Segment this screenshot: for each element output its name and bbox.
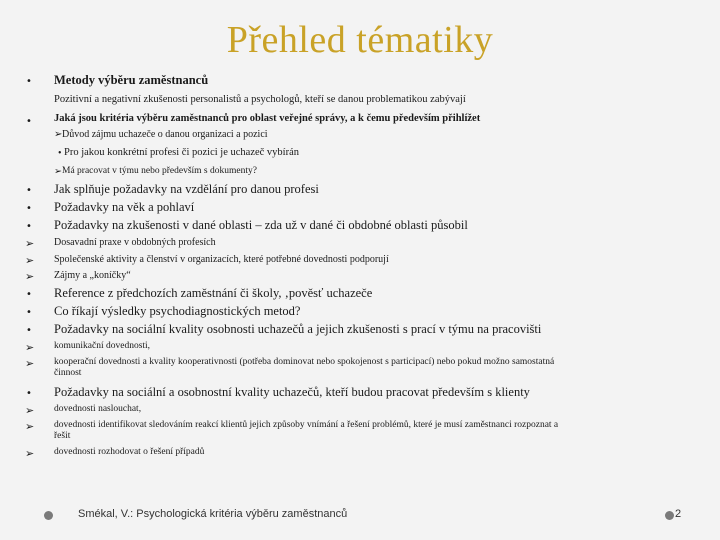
slide-footer (0, 506, 720, 526)
line-text: dovednosti identifikovat sledováním reakcí klientů jejich způsoby vnímání a řešení problémů, které je musí zaměstnanci rozpoznat a (54, 420, 559, 430)
line-text: Požadavky na sociální kvality osobnosti uchazečů a jejich zkušenosti s prací v týmu na pracovišti (54, 322, 542, 336)
line-text: dovednosti naslouchat, (54, 404, 142, 414)
page-number: 2 (675, 508, 682, 520)
arrow-bullet-icon: ➢ (25, 237, 35, 250)
bullet-icon: • (26, 203, 32, 214)
line-text: Co říkají výsledky psychodiagnostických metod? (54, 304, 301, 318)
line-text: Společenské aktivity a členství v organizacích, které potřebné dovednosti podporují (54, 254, 389, 265)
line-text: Požadavky na zkušenosti v dané oblasti – zda už v dané či obdobné oblasti působil (54, 218, 468, 232)
line-text: kooperační dovednosti a kvality kooperativnosti (potřeba dominovat nebo spokojenost s participací) nebo pokud možno samostatná (54, 357, 555, 367)
bullet-icon: • (26, 116, 32, 127)
arrow-bullet-icon: ➢ (25, 447, 35, 460)
arrow-bullet-icon: ➢ (54, 167, 62, 177)
footer-citation: Smékal, V.: Psychologická kritéria výběru zaměstnanců (78, 508, 348, 520)
bullet-icon: • (26, 388, 32, 399)
line-text: Jak splňuje požadavky na vzdělání pro danou profesi (54, 182, 319, 196)
line-text: Reference z předchozích zaměstnání či školy, ‚pověsť uchazeče (54, 286, 373, 300)
bullet-icon: • (26, 185, 32, 196)
bullet-icon: • (26, 307, 32, 318)
line-text: Důvod zájmu uchazeče o danou organizaci a pozici (62, 129, 268, 140)
arrow-bullet-icon: ➢ (25, 357, 35, 370)
line-text: Požadavky na věk a pohlaví (54, 200, 195, 214)
bullet-icon: • (26, 325, 32, 336)
arrow-bullet-icon: ➢ (54, 129, 63, 140)
bullet-icon: • (26, 289, 32, 300)
line-text: Pozitivní a negativní zkušenosti personalistů a psychologů, kteří se danou problematikou zabývají (54, 94, 466, 105)
line-text: Jaká jsou kritéria výběru zaměstnanců pro oblast veřejné správy, a k čemu především přihlížet (54, 113, 481, 124)
line-text: Pro jakou konkrétní profesi či pozici je uchazeč vybírán (64, 147, 299, 158)
line-text: Metody výběru zaměstnanců (54, 73, 209, 87)
bullet-icon: • (26, 76, 32, 87)
line-text: Požadavky na sociální a osobnostní kvality uchazečů, kteří budou pracovat především s klienty (54, 385, 530, 399)
line-text: dovednosti rozhodovat o řešení případů (54, 447, 205, 457)
line-text: komunikační dovednosti, (54, 341, 151, 351)
line-text: Má pracovat v týmu nebo především s dokumenty? (62, 166, 257, 176)
arrow-bullet-icon: ➢ (25, 254, 35, 267)
line-text: Zájmy a „koníčky“ (54, 270, 131, 281)
footer-dot-left (44, 511, 53, 520)
bullet-icon: • (26, 221, 32, 232)
arrow-bullet-icon: ➢ (25, 404, 35, 417)
arrow-bullet-icon: ➢ (25, 341, 35, 354)
arrow-bullet-icon: ➢ (25, 420, 35, 433)
line-text-continuation: činnost (54, 368, 82, 378)
footer-dot-right (665, 511, 674, 520)
slide-title: Přehled tématiky (226, 19, 494, 61)
arrow-bullet-icon: ➢ (25, 270, 35, 283)
bullet-icon: • (58, 148, 62, 159)
line-text-continuation: řešit (54, 431, 71, 441)
line-text: Dosavadní praxe v obdobných profesích (54, 237, 216, 248)
